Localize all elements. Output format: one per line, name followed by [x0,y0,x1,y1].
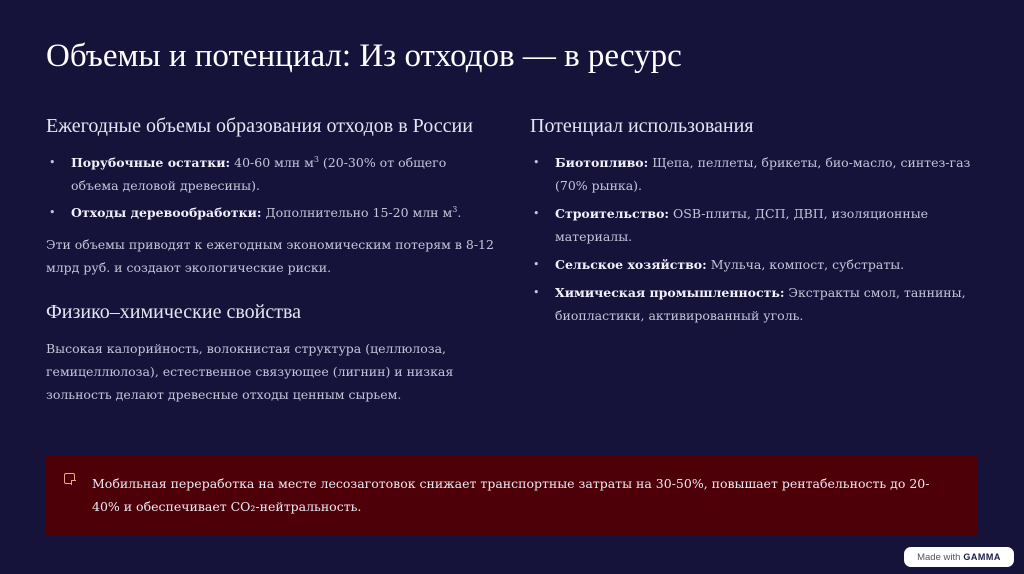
item-sup: 3 [452,204,458,214]
item-label: Отходы деревообработки: [71,205,262,220]
usage-heading: Потенциал использования [530,115,754,137]
volumes-list [46,151,496,224]
item-label: Сельское хозяйство: [555,257,707,272]
list-item [530,151,975,197]
right-column [530,113,975,332]
item-text: Мульча, компост, субстраты. [706,257,905,272]
callout-box [46,455,977,536]
note-edit-icon [64,473,75,484]
item-label: Строительство: [555,206,670,221]
list-item [530,253,975,276]
item-tail: (20-30% от общего объема деловой древесины). [71,155,447,193]
left-column [46,113,496,406]
callout-text: Мобильная переработка на месте лесозаготовок снижает транспортные затраты на 30-50%, повышает рентабельность до 20-40% и обеспечивает CO₂-нейтральность. [92,476,930,514]
usage-list [530,151,975,327]
item-text: OSB-плиты, ДСП, ДВП, изоляционные материалы. [555,206,929,244]
item-label: Биотопливо: [555,155,649,170]
losses-paragraph: Эти объемы приводят к ежегодным экономическим потерям в 8-12 млрд руб. и создают экологические риски. [46,237,494,275]
item-label: Порубочные остатки: [71,155,231,170]
list-item [530,202,975,248]
volumes-heading: Ежегодные объемы образования отходов в России [46,115,473,137]
gamma-logo: GAMMA [963,552,1001,562]
item-label: Химическая промышленность: [555,285,785,300]
properties-paragraph: Высокая калорийность, волокнистая структура (целлюлоза, гемицеллюлоза), естественное связующее (лигнин) и низкая зольность делают древесные отходы ценным сырьем. [46,341,454,402]
item-sup: 3 [313,154,319,164]
item-text: Щепа, пеллеты, брикеты, био-масло, синтез-газ (70% рынка). [555,155,971,193]
properties-heading: Физико–химические свойства [46,301,302,323]
item-text: Дополнительно 15-20 млн м [261,205,453,220]
list-item [46,151,496,197]
item-tail: . [457,205,462,220]
item-text: Экстракты смол, таннины, биопластики, активированный уголь. [555,285,966,323]
list-item [530,281,975,327]
badge-prefix: Made with [917,551,961,563]
list-item [46,201,496,224]
item-text: 40-60 млн м [230,155,314,170]
page-title: Объемы и потенциал: Из отходов — в ресурс [46,38,682,74]
made-with-gamma-badge[interactable] [904,547,1014,567]
